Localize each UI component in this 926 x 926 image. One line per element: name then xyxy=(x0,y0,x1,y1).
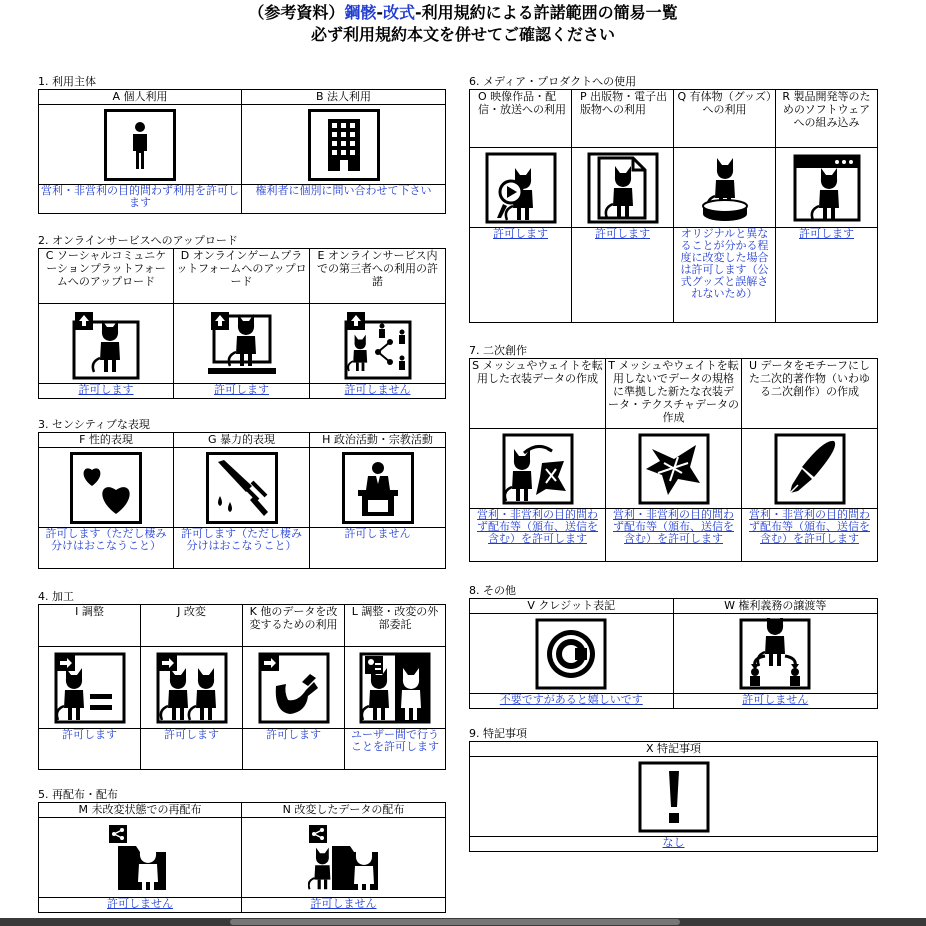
exclamation-icon xyxy=(638,761,710,833)
cell-status: 許可しません xyxy=(344,384,411,396)
section-table xyxy=(469,358,878,562)
cell-status: 許可しません xyxy=(742,694,809,706)
section-title: 7. 二次創作 xyxy=(469,344,527,357)
cell-heading: T メッシュやウェイトを転用しないでデータの規格に準拠した新たな衣装データ・テクスチャデータの作成 xyxy=(606,359,741,429)
cell-icon-area xyxy=(470,757,877,837)
cell-heading: G 暴力的表現 xyxy=(174,433,309,448)
knife-icon xyxy=(206,452,278,524)
cell-icon-area xyxy=(39,105,241,185)
cell-icon-area xyxy=(674,148,775,228)
cell-icon-area xyxy=(310,448,445,528)
title-prefix: （参考資料） xyxy=(248,3,345,22)
upload-social-icon xyxy=(70,308,142,380)
cell-status: 許可します xyxy=(62,729,117,741)
section-table xyxy=(38,432,446,569)
cell-status: なし xyxy=(662,837,685,849)
cell-heading: L 調整・改変の外部委託 xyxy=(345,605,445,647)
section-table xyxy=(38,89,446,214)
other-data-icon xyxy=(258,652,330,724)
cell-l-outsourcing xyxy=(345,605,445,769)
cell-status: 営利・非営利の目的問わず配布等（頒布、送信を含む）を許可します xyxy=(613,509,734,545)
title-line-1 xyxy=(0,2,926,24)
cell-status: 営利・非営利の目的問わず配布等（頒布、送信を含む）を許可します xyxy=(477,509,598,545)
section-derivative-works xyxy=(469,344,878,562)
cell-status: 許可します xyxy=(799,228,854,240)
video-icon xyxy=(485,152,557,224)
cell-icon-area xyxy=(242,105,445,185)
cell-heading: I 調整 xyxy=(39,605,140,647)
cell-f-sexual xyxy=(39,433,174,568)
copyright-icon xyxy=(535,618,607,690)
cell-status: 許可します xyxy=(266,729,321,741)
cell-g-violent xyxy=(174,433,310,568)
section-processing xyxy=(38,590,446,770)
cell-heading: H 政治活動・宗教活動 xyxy=(310,433,445,448)
section-sensitive-expression xyxy=(38,418,446,569)
cell-icon-area xyxy=(674,614,878,694)
cell-s-costume-transfer xyxy=(470,359,606,561)
section-usage-subject xyxy=(38,75,446,214)
section-title: 5. 再配布・配布 xyxy=(38,788,118,801)
podium-icon xyxy=(342,452,414,524)
section-table xyxy=(469,741,878,852)
pen-icon xyxy=(774,433,846,505)
cell-heading: N 改変したデータの配布 xyxy=(242,803,445,818)
cell-status: 許可します xyxy=(493,228,548,240)
cell-heading: E オンラインサービス内での第三者への利用の許諾 xyxy=(310,249,445,304)
cell-icon-area xyxy=(606,429,741,509)
cell-status: 許可します xyxy=(164,729,219,741)
section-online-upload xyxy=(38,234,446,399)
cell-j-modify xyxy=(141,605,243,769)
building-icon xyxy=(308,109,380,181)
cell-status: オリジナルと異なることが分かる程度に改変した場合は許可します（公式グッズと誤解されないため） xyxy=(680,228,769,300)
cell-heading: S メッシュやウェイトを転用した衣装データの作成 xyxy=(470,359,605,429)
section-table xyxy=(38,248,446,399)
cell-icon-area xyxy=(141,647,242,729)
cell-heading: P 出版物・電子出版物への利用 xyxy=(572,90,673,148)
cell-t-new-costume xyxy=(606,359,742,561)
cell-k-other-data xyxy=(243,605,345,769)
section-table xyxy=(38,802,446,913)
goods-icon xyxy=(689,152,761,224)
third-party-share-icon xyxy=(342,308,414,380)
page-title xyxy=(0,0,926,46)
adjust-icon xyxy=(54,652,126,724)
cell-w-rights-transfer xyxy=(674,599,878,708)
transfer-icon xyxy=(739,618,811,690)
cell-status: 不要ですがあると嬉しいです xyxy=(499,694,643,706)
section-title: 3. センシティブな表現 xyxy=(38,418,150,431)
cell-icon-area xyxy=(174,304,309,384)
modify-icon xyxy=(156,652,228,724)
cell-heading: K 他のデータを改変するための利用 xyxy=(243,605,344,647)
cell-i-adjust xyxy=(39,605,141,769)
software-icon xyxy=(791,152,863,224)
cell-o-video xyxy=(470,90,572,322)
cell-heading: B 法人利用 xyxy=(242,90,445,105)
cell-icon-area xyxy=(242,818,445,898)
cell-icon-area xyxy=(776,148,877,228)
cell-status: 許可しません xyxy=(107,898,173,910)
cell-q-goods xyxy=(674,90,776,322)
cell-heading: V クレジット表記 xyxy=(470,599,673,614)
section-title: 8. その他 xyxy=(469,584,516,597)
section-title: 1. 利用主体 xyxy=(38,75,96,88)
cell-icon-area xyxy=(470,429,605,509)
cell-status: 許可します xyxy=(595,228,650,240)
section-others xyxy=(469,584,878,709)
section-title: 4. 加工 xyxy=(38,590,74,603)
publication-icon xyxy=(587,152,659,224)
cell-icon-area xyxy=(243,647,344,729)
scrollbar-thumb[interactable] xyxy=(230,919,680,925)
section-table xyxy=(38,604,446,770)
cell-status: 許可しません xyxy=(310,898,377,910)
cell-icon-area xyxy=(470,614,673,694)
cell-heading: C ソーシャルコミュニケーションプラットフォームへのアップロード xyxy=(39,249,173,304)
cell-d-game-upload xyxy=(174,249,310,398)
cell-h-political-religious xyxy=(310,433,445,568)
title-separator: - xyxy=(376,3,383,22)
distribute-modified-icon xyxy=(308,822,380,894)
section-title: 9. 特記事項 xyxy=(469,727,527,740)
cell-status: 許可します xyxy=(214,384,269,396)
cell-heading: D オンラインゲームプラットフォームへのアップロード xyxy=(174,249,309,304)
outsourcing-icon xyxy=(359,652,431,724)
cell-heading: R 製品開発等のためのソフトウェアへの組み込み xyxy=(776,90,877,148)
cell-heading: J 改変 xyxy=(141,605,242,647)
cell-e-third-party xyxy=(310,249,445,398)
cell-icon-area xyxy=(39,647,140,729)
cell-p-publication xyxy=(572,90,674,322)
cell-u-derivative xyxy=(742,359,877,561)
cell-icon-area xyxy=(174,448,309,528)
hearts-icon xyxy=(70,452,142,524)
cell-icon-area xyxy=(39,304,173,384)
cell-heading: M 未改変状態での再配布 xyxy=(39,803,241,818)
cell-icon-area xyxy=(39,818,241,898)
section-table xyxy=(469,598,878,709)
cell-status: 営利・非営利の目的問わず利用を許可します xyxy=(41,185,239,209)
cell-icon-area xyxy=(470,148,571,228)
cell-c-social-upload xyxy=(39,249,174,398)
cloth-icon xyxy=(638,433,710,505)
redistribute-icon xyxy=(104,822,176,894)
cell-m-redistribute-unmodified xyxy=(39,803,242,912)
cell-status: 許可します（ただし棲み分けはおこなうこと） xyxy=(181,528,302,552)
cell-heading: F 性的表現 xyxy=(39,433,173,448)
costume-icon xyxy=(502,433,574,505)
cell-heading: O 映像作品・配信・放送への利用 xyxy=(470,90,571,148)
cell-a-personal-use xyxy=(39,90,242,213)
title-line-2: 必ず利用規約本文を併せてご確認ください xyxy=(310,25,615,44)
title-model-variant: 改式 xyxy=(383,3,416,22)
section-special-notes xyxy=(469,727,878,852)
cell-heading: W 権利義務の譲渡等 xyxy=(674,599,878,614)
cell-n-distribute-modified xyxy=(242,803,445,912)
upload-game-icon xyxy=(206,308,278,380)
cell-status: 許可します（ただし棲み分けはおこなうこと） xyxy=(45,528,167,552)
title-model-name: 鋼骸 xyxy=(344,3,377,22)
cell-status: 許可します xyxy=(78,384,134,396)
cell-icon-area xyxy=(742,429,877,509)
cell-x-special-notes xyxy=(470,742,877,851)
cell-v-credit xyxy=(470,599,674,708)
section-title: 2. オンラインサービスへのアップロード xyxy=(38,234,238,247)
cell-icon-area xyxy=(345,647,445,729)
title-suffix: -利用規約による許諾範囲の簡易一覧 xyxy=(415,3,678,22)
cell-icon-area xyxy=(310,304,445,384)
person-icon xyxy=(104,109,176,181)
cell-r-software xyxy=(776,90,877,322)
cell-heading: X 特記事項 xyxy=(470,742,877,757)
horizontal-scrollbar[interactable] xyxy=(0,918,926,926)
section-title: 6. メディア・プロダクトへの使用 xyxy=(469,75,637,88)
section-media-product xyxy=(469,75,878,323)
cell-status: ユーザー間で行うことを許可します xyxy=(351,729,439,753)
cell-status: 営利・非営利の目的問わず配布等（頒布、送信を含む）を許可します xyxy=(749,509,870,545)
cell-heading: U データをモチーフにした二次的著作物（いわゆる二次創作）の作成 xyxy=(742,359,877,429)
cell-icon-area xyxy=(572,148,673,228)
cell-b-corporate-use xyxy=(242,90,445,213)
cell-heading: A 個人利用 xyxy=(39,90,241,105)
section-redistribution xyxy=(38,788,446,913)
cell-heading: Q 有体物（グッズ）への利用 xyxy=(674,90,775,148)
section-table xyxy=(469,89,878,323)
cell-icon-area xyxy=(39,448,173,528)
cell-status: 権利者に個別に問い合わせて下さい xyxy=(255,185,432,197)
cell-status: 許可しません xyxy=(344,528,411,540)
